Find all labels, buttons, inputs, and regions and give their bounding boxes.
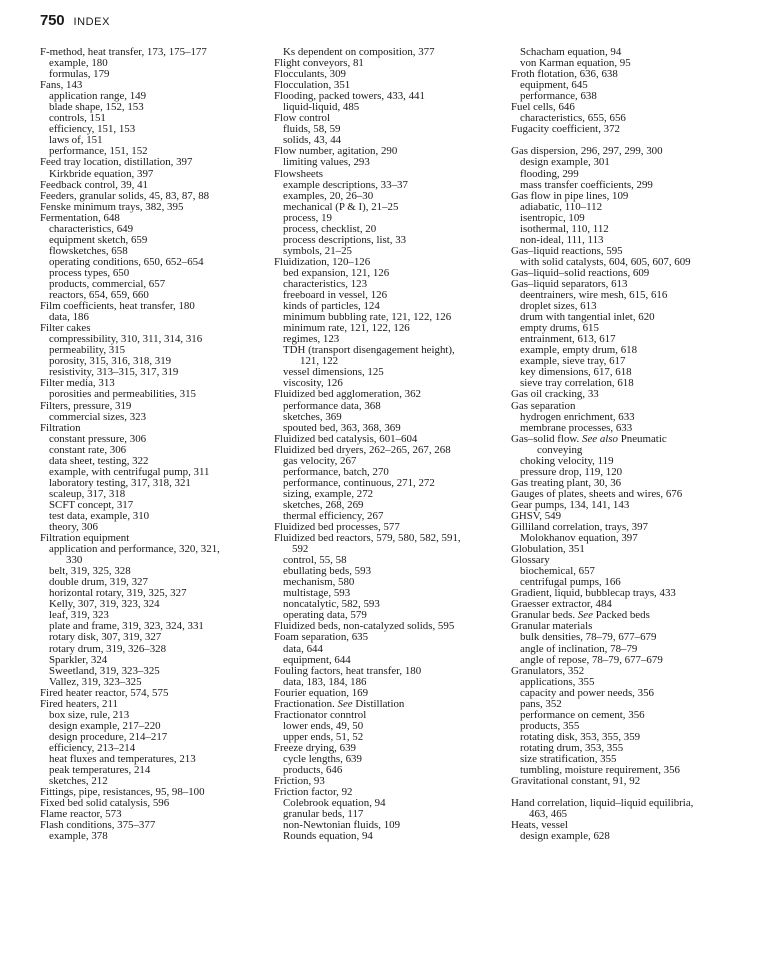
index-sub-entry: ebullating beds, 593 [283,565,372,578]
index-sub-entry: example, 378 [49,830,108,843]
index-sub-entry: viscosity, 126 [283,377,343,390]
index-sub-entry: mechanism, 580 [283,576,355,589]
index-main-entry: Fluidized bed catalysis, 601–604 [274,432,418,445]
index-sub-entry: solids, 43, 44 [283,134,342,147]
index-sub-entry: minimum bubbling rate, 121, 122, 126 [283,311,452,324]
index-sub-entry: applications, 355 [520,675,595,688]
index-main-entry: Gas oil cracking, 33 [511,388,599,401]
index-sub-entry: formulas, 179 [49,68,110,81]
index-main-entry: Hand correlation, liquid–liquid equilibria, [511,797,694,810]
index-sub-entry: noncatalytic, 582, 593 [283,598,380,611]
index-column-3 [511,47,733,842]
index-sub-entry: capacity and power needs, 356 [520,686,654,699]
index-sub-entry: compressibility, 310, 311, 314, 316 [49,333,203,346]
index-main-entry: Gas–liquid–solid reactions, 609 [511,266,650,279]
index-main-entry: Graesser extractor, 484 [511,598,612,611]
index-sub-entry: characteristics, 123 [283,277,368,290]
index-main-entry: Flight conveyors, 81 [274,57,364,70]
index-sub-entry: products, 646 [283,764,343,777]
index-sub-entry: example, sieve tray, 617 [520,355,626,368]
index-sub-entry: performance, 638 [520,90,597,103]
index-main-entry: Fluidization, 120–126 [274,255,371,268]
index-sub-entry: rotary drum, 319, 326–328 [49,642,167,655]
index-main-entry: Filters, pressure, 319 [40,399,132,412]
index-sub-entry: heat fluxes and temperatures, 213 [49,753,196,765]
index-sub-entry: equipment, 644 [283,653,351,666]
index-main-entry: Fluidized bed dryers, 262–265, 267, 268 [274,443,451,456]
index-main-entry: Fans, 143 [40,79,83,92]
index-sub-entry: flooding, 299 [520,167,579,180]
index-sub-entry: sieve tray correlation, 618 [520,377,634,390]
index-sub-entry: characteristics, 655, 656 [520,112,626,125]
index-main-entry: Fired heater reactor, 574, 575 [40,686,169,699]
index-sub-entry: rotating drum, 353, 355 [520,741,624,754]
index-sub-entry: freeboard in vessel, 126 [283,289,388,302]
index-sub-entry: droplet sizes, 613 [520,300,597,313]
index-sub-entry: tumbling, moisture requirement, 356 [520,764,681,777]
index-sub-entry: constant pressure, 306 [49,432,147,445]
index-sub-entry: rotary disk, 307, 319, 327 [49,631,162,644]
index-main-entry: Feeders, granular solids, 45, 83, 87, 88 [40,189,210,202]
index-sub-entry: products, 355 [520,719,580,732]
index-sub-entry: SCFT concept, 317 [49,498,134,511]
index-main-entry: Fugacity coefficient, 372 [511,123,620,136]
index-sub-entry: peak temperatures, 214 [49,764,151,777]
index-sub-entry: liquid-liquid, 485 [283,101,360,114]
index-sub-entry: pressure drop, 119, 120 [520,465,623,478]
index-sub-entry: operating data, 579 [283,609,367,622]
index-sub-entry: performance, 151, 152 [49,145,148,158]
index-main-entry: Fractionator conntrol [274,708,367,721]
index-main-entry: Froth flotation, 636, 638 [511,68,618,81]
index-main-entry: Freeze drying, 639 [274,741,356,754]
index-sub-entry: leaf, 319, 323 [49,609,109,622]
index-sub-entry: isothermal, 110, 112 [520,222,609,235]
index-sub-entry: resistivity, 313–315, 317, 319 [49,366,179,379]
index-sub-entry: empty drums, 615 [520,322,599,335]
index-main-entry: Gas flow in pipe lines, 109 [511,189,629,202]
index-main-entry: Gradient, liquid, bubblecap trays, 433 [511,587,676,600]
index-sub-entry: entrainment, 613, 617 [520,333,616,346]
index-sub-entry: von Karman equation, 95 [520,57,631,70]
index-sub-entry: membrane processes, 633 [520,421,633,434]
index-sub-entry: regimes, 123 [283,333,340,346]
index-sub-entry: test data, example, 310 [49,509,150,522]
index-sub-entry: application range, 149 [49,90,147,103]
index-sub-entry: mechanical (P & I), 21–25 [283,200,399,213]
index-sub-entry: bulk densities, 78–79, 677–679 [520,631,657,644]
index-sub-entry: example, with centrifugal pump, 311 [49,465,210,478]
index-sub-entry: size stratification, 355 [520,753,617,765]
page-header [40,12,110,32]
index-main-entry: Friction, 93 [274,775,325,788]
page-number: 750 [40,12,65,29]
index-sub-entry: flowsketches, 658 [49,244,128,257]
index-sub-entry: double drum, 319, 327 [49,576,148,589]
index-sub-entry: rotating disk, 353, 355, 359 [520,730,641,743]
index-sub-entry: example, 180 [49,57,108,70]
index-main-entry: Gas treating plant, 30, 36 [511,476,622,489]
index-sub-entry: angle of inclination, 78–79 [520,642,638,655]
index-sub-entry: process, checklist, 20 [283,222,377,235]
index-sub-entry: sketches, 369 [283,410,342,423]
index-main-entry: Feed tray location, distillation, 397 [40,156,193,169]
index-sub-entry: isentropic, 109 [520,211,585,224]
index-sub-entry: theory, 306 [49,521,98,534]
index-sub-entry: angle of repose, 78–79, 677–679 [520,653,663,666]
index-main-entry: Gas–liquid reactions, 595 [511,244,623,257]
index-sub-entry: blade shape, 152, 153 [49,101,144,114]
index-main-entry: Fixed bed solid catalysis, 596 [40,797,170,810]
index-sub-entry: characteristics, 649 [49,222,134,235]
index-sub-entry: constant rate, 306 [49,443,127,456]
index-main-entry: F-method, heat transfer, 173, 175–177 [40,46,207,58]
index-sub-entry: permeability, 315 [49,344,126,357]
index-main-entry: Fluidized bed reactors, 579, 580, 582, 591, [274,532,461,545]
index-sub-entry: data, 644 [283,642,323,655]
index-sub-entry: mass transfer coefficients, 299 [520,178,653,191]
index-main-entry: Flow number, agitation, 290 [274,145,398,158]
index-main-entry: Gilliland correlation, trays, 397 [511,521,649,534]
index-main-entry: Globulation, 351 [511,543,585,556]
index-main-entry: GHSV, 549 [511,509,562,522]
index-sub-entry: design example, 301 [520,156,610,169]
index-sub-entry: design example, 628 [520,830,610,843]
index-main-entry: Fired heaters, 211 [40,697,118,710]
index-main-entry: Gear pumps, 134, 141, 143 [511,498,630,511]
index-sub-entry: examples, 20, 26–30 [283,189,374,202]
index-sub-entry: key dimensions, 617, 618 [520,366,632,379]
index-sub-entry: controls, 151 [49,112,106,125]
index-main-entry: Fouling factors, heat transfer, 180 [274,664,422,677]
index-main-entry: Flame reactor, 573 [40,808,122,821]
index-sub-entry: equipment, 645 [520,79,588,92]
index-sub-entry: TDH (transport disengagement height), [283,344,455,357]
index-sub-entry: commercial sizes, 323 [49,410,147,423]
index-sub-entry: performance on cement, 356 [520,708,645,721]
index-sub-entry: spouted bed, 363, 368, 369 [283,421,401,434]
index-main-entry: Filtration equipment [40,532,130,545]
page-title: INDEX [73,16,111,28]
index-sub-entry: design procedure, 214–217 [49,730,168,743]
index-sub-entry: bed expansion, 121, 126 [283,266,390,279]
index-main-entry: Gas dispersion, 296, 297, 299, 300 [511,145,663,158]
index-sub-entry: symbols, 21–25 [283,244,352,257]
index-sub-entry: performance data, 368 [283,399,381,412]
index-sub-entry: process descriptions, list, 33 [283,233,407,246]
index-sub-entry: efficiency, 151, 153 [49,123,136,136]
index-main-entry: Flooding, packed towers, 433, 441 [274,90,425,103]
index-sub-entry: non-Newtonian fluids, 109 [283,819,401,832]
index-sub-entry: Sweetland, 319, 323–325 [49,664,160,677]
index-main-entry: Fluidized bed agglomeration, 362 [274,388,421,401]
index-sub-entry: laws of, 151 [49,134,103,147]
index-sub-entry: Rounds equation, 94 [283,830,373,843]
index-sub-entry: Kelly, 307, 319, 323, 324 [49,598,160,611]
index-sub-entry: sketches, 212 [49,775,108,788]
index-sub-entry: Colebrook equation, 94 [283,797,386,810]
index-sub-entry: sizing, example, 272 [283,487,374,500]
index-sub-entry: example descriptions, 33–37 [283,178,408,191]
index-main-entry: Gravitational constant, 91, 92 [511,775,641,788]
index-main-entry: Gas separation [511,399,576,412]
index-sub-entry: Schacham equation, 94 [520,46,622,58]
index-sub-entry: non-ideal, 111, 113 [520,233,604,246]
index-main-entry: Gauges of plates, sheets and wires, 676 [511,487,683,500]
index-sub-entry: centrifugal pumps, 166 [520,576,621,589]
index-sub-entry: laboratory testing, 317, 318, 321 [49,476,191,489]
index-sub-entry: porosity, 315, 316, 318, 319 [49,355,172,368]
index-continuation-line: conveying [537,443,583,456]
index-sub-entry: Kirkbride equation, 397 [49,167,154,180]
index-main-entry: Fluidized beds, non-catalyzed solids, 595 [274,620,455,633]
index-sub-entry: drum with tangential inlet, 620 [520,311,655,324]
index-sub-entry: Molokhanov equation, 397 [520,532,638,545]
index-sub-entry: example, empty drum, 618 [520,344,638,357]
index-main-entry: Fourier equation, 169 [274,686,369,699]
index-sub-entry: porosities and permeabilities, 315 [49,388,196,401]
index-main-entry: Flow control [274,112,330,125]
index-main-entry: Granular beds. See Packed beds [511,609,650,622]
index-main-entry: Flowsheets [274,167,324,180]
index-sub-entry: reactors, 654, 659, 660 [49,289,149,302]
index-main-entry: Feedback control, 39, 41 [40,178,148,191]
index-sub-entry: application and performance, 320, 321, [49,543,220,556]
index-main-entry: Filter cakes [40,322,91,335]
index-sub-entry: performance, batch, 270 [283,465,389,478]
index-sub-entry: vessel dimensions, 125 [283,366,384,379]
index-sub-entry: deentrainers, wire mesh, 615, 616 [520,289,668,302]
index-sub-entry: multistage, 593 [283,587,351,600]
index-sub-entry: operating conditions, 650, 652–654 [49,255,204,268]
index-sub-entry: upper ends, 51, 52 [283,730,364,743]
index-column-2 [274,47,496,842]
index-sub-entry: thermal efficiency, 267 [283,509,384,522]
index-sub-entry: data, 183, 184, 186 [283,675,367,688]
index-sub-entry: process, 19 [283,211,332,224]
index-sub-entry: kinds of particles, 124 [283,300,380,313]
index-sub-entry: plate and frame, 319, 323, 324, 331 [49,620,204,633]
index-main-entry: Foam separation, 635 [274,631,369,644]
index-sub-entry: hydrogen enrichment, 633 [520,410,635,423]
index-sub-entry: Ks dependent on composition, 377 [283,46,435,58]
index-sub-entry: sketches, 268, 269 [283,498,364,511]
index-sub-entry: limiting values, 293 [283,156,370,169]
index-main-entry: Gas–liquid separators, 613 [511,277,628,290]
index-main-entry: Glossary [511,554,550,567]
index-sub-entry: biochemical, 657 [520,565,596,578]
index-main-entry: Granulators, 352 [511,664,585,677]
index-sub-entry: Sparkler, 324 [49,653,108,666]
index-main-entry: Flocculation, 351 [274,79,351,92]
index-sub-entry: granular beds, 117 [283,808,364,821]
index-sub-entry: data, 186 [49,311,89,324]
index-main-entry: Fermentation, 648 [40,211,120,224]
index-continuation-line: 592 [292,543,309,556]
index-column-1 [40,47,262,842]
index-sub-entry: horizontal rotary, 319, 325, 327 [49,587,187,600]
index-main-entry: Filter media, 313 [40,377,115,390]
index-sub-entry: design example, 217–220 [49,719,161,732]
index-main-entry: Flash conditions, 375–377 [40,819,156,832]
index-main-entry: Granular materials [511,620,593,633]
index-sub-entry: pans, 352 [520,697,562,710]
index-sub-entry: minimum rate, 121, 122, 126 [283,322,410,335]
index-sub-entry: choking velocity, 119 [520,454,614,467]
index-sub-entry: efficiency, 213–214 [49,741,136,754]
index-continuation-line: 330 [66,554,83,567]
index-sub-entry: performance, continuous, 271, 272 [283,476,435,489]
index-main-entry: Gas–solid flow. See also Pneumatic [511,432,667,445]
index-sub-entry: data sheet, testing, 322 [49,454,149,467]
index-main-entry: Heats, vessel [511,819,568,832]
index-sub-entry: equipment sketch, 659 [49,233,148,246]
index-sub-entry: cycle lengths, 639 [283,753,362,765]
index-continuation-line: 463, 465 [529,808,568,821]
index-main-entry: Film coefficients, heat transfer, 180 [40,300,195,313]
index-main-entry: Fittings, pipe, resistances, 95, 98–100 [40,786,205,799]
index-main-entry: Filtration [40,421,81,434]
index-sub-entry: Vallez, 319, 323–325 [49,675,142,688]
index-sub-entry: with solid catalysts, 604, 605, 607, 609 [520,255,691,268]
index-sub-entry: adiabatic, 110–112 [520,200,603,213]
index-sub-entry: products, commercial, 657 [49,277,166,290]
index-sub-entry: gas velocity, 267 [283,454,357,467]
index-sub-entry: control, 55, 58 [283,554,347,567]
index-continuation-line: 121, 122 [300,355,339,368]
index-sub-entry: scaleup, 317, 318 [49,487,126,500]
index-main-entry: Fluidized bed processes, 577 [274,521,400,534]
index-sub-entry: process types, 650 [49,266,130,279]
index-main-entry: Fenske minimum trays, 382, 395 [40,200,184,213]
index-sub-entry: box size, rule, 213 [49,708,130,721]
index-main-entry: Fuel cells, 646 [511,101,575,114]
index-sub-entry: belt, 319, 325, 328 [49,565,131,578]
index-main-entry: Fractionation. See Distillation [274,697,405,710]
index-main-entry: Flocculants, 309 [274,68,346,81]
index-main-entry: Friction factor, 92 [274,786,353,799]
index-sub-entry: fluids, 58, 59 [283,123,341,136]
index-sub-entry: lower ends, 49, 50 [283,719,364,732]
